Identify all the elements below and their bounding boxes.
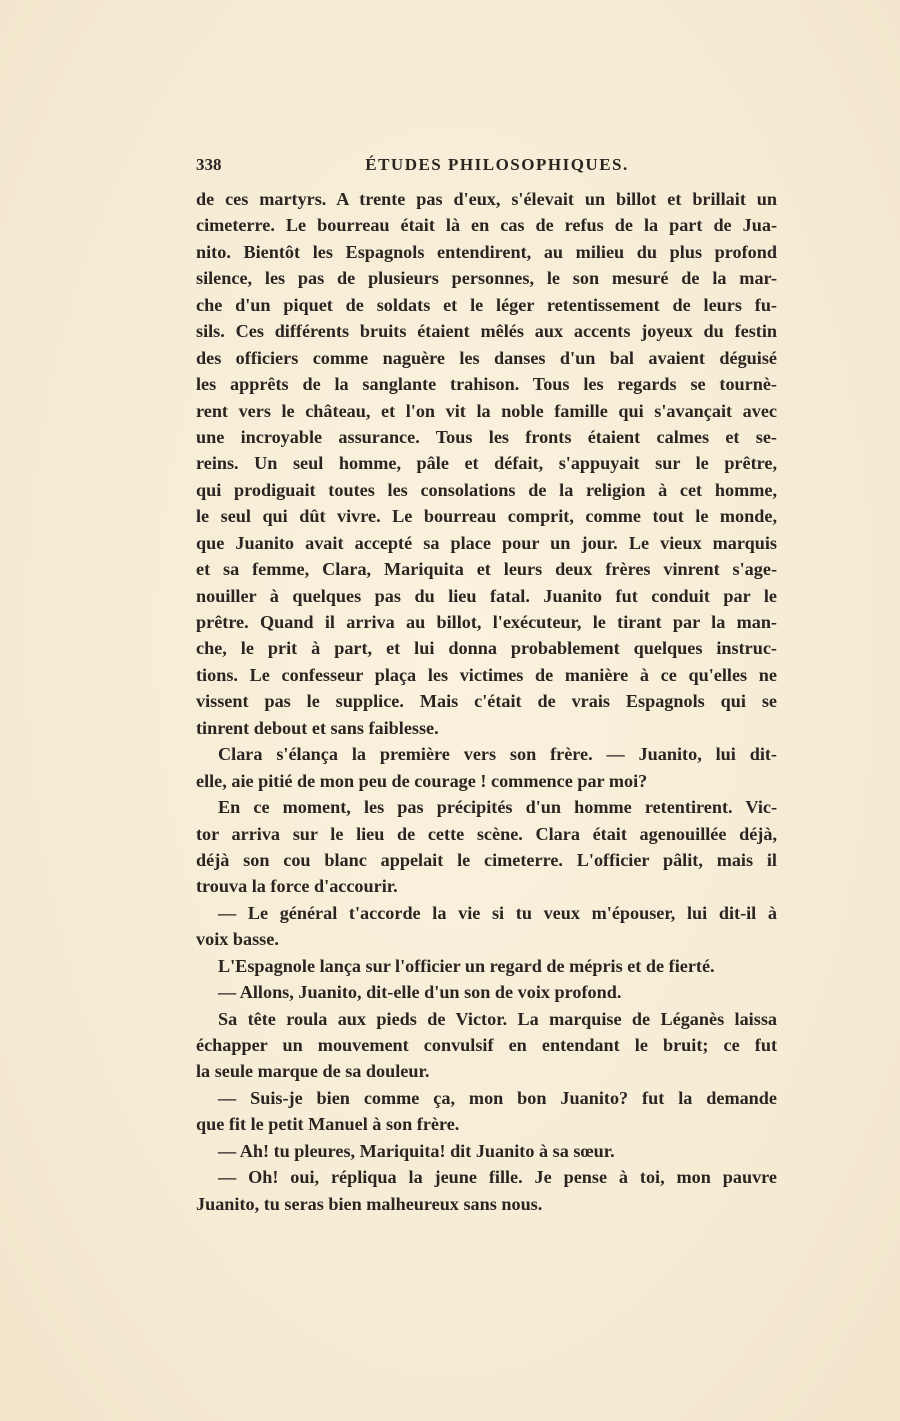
running-title: ÉTUDES PHILOSOPHIQUES.: [365, 155, 629, 174]
text-line: Juanito, tu seras bien malheureux sans nous.: [196, 1193, 543, 1214]
text-line: trouva la force d'accourir.: [196, 876, 398, 897]
text-line: tions. Le confesseur plaça les victimes de manière à ce qu'elles ne: [196, 664, 777, 685]
text-line: nouiller à quelques pas du lieu fatal. Juanito fut conduit par le: [196, 585, 777, 606]
text-line: que fit le petit Manuel à son frère.: [196, 1114, 460, 1135]
text-line: sils. Ces différents bruits étaient mêlés aux accents joyeux du festin: [196, 321, 777, 342]
text-line: silence, les pas de plusieurs personnes, le son mesuré de la mar-: [196, 268, 777, 289]
text-line: qui prodiguait toutes les consolations de la religion à cet homme,: [196, 479, 777, 500]
text-line: — Suis-je bien comme ça, mon bon Juanito? fut la demande: [218, 1087, 777, 1108]
text-line: tinrent debout et sans faiblesse.: [196, 717, 439, 738]
text-line: Sa tête roula aux pieds de Victor. La marquise de Léganès laissa: [218, 1008, 777, 1029]
text-line: — Le général t'accorde la vie si tu veux m'épouser, lui dit-il à: [218, 902, 777, 923]
body-text: [196, 186, 777, 1217]
text-line: tor arriva sur le lieu de cette scène. Clara était agenouillée déjà,: [196, 823, 777, 844]
text-line: de ces martyrs. A trente pas d'eux, s'élevait un billot et brillait un: [196, 189, 777, 209]
text-line: — Ah! tu pleures, Mariquita! dit Juanito à sa sœur.: [218, 1140, 615, 1161]
text-line: voix basse.: [196, 929, 279, 950]
text-line: L'Espagnole lança sur l'officier un regard de mépris et de fierté.: [218, 955, 715, 976]
text-line: che, le prit à part, et lui donna probablement quelques instruc-: [196, 638, 777, 659]
text-line: che d'un piquet de soldats et le léger retentissement de leurs fu-: [196, 294, 777, 315]
text-line: la seule marque de sa douleur.: [196, 1061, 430, 1082]
text-line: une incroyable assurance. Tous les fronts étaient calmes et se-: [196, 426, 777, 447]
text-line: elle, aie pitié de mon peu de courage ! commence par moi?: [196, 770, 648, 791]
text-line: cimeterre. Le bourreau était là en cas de refus de la part de Jua-: [196, 215, 777, 236]
text-line: nito. Bientôt les Espagnols entendirent, au milieu du plus profond: [196, 241, 777, 262]
text-line: que Juanito avait accepté sa place pour un jour. Le vieux marquis: [196, 532, 777, 553]
text-line: prêtre. Quand il arriva au billot, l'exécuteur, le tirant par la man-: [196, 612, 777, 632]
text-line: Clara s'élança la première vers son frère. — Juanito, lui dit-: [218, 744, 777, 765]
text-line: déjà son cou blanc appelait le cimeterre. L'officier pâlit, mais il: [196, 849, 777, 870]
page-header: [196, 155, 778, 179]
text-line: — Oh! oui, répliqua la jeune fille. Je pense à toi, mon pauvre: [218, 1167, 777, 1188]
text-line: les apprêts de la sanglante trahison. Tous les regards se tournè-: [196, 374, 777, 395]
text-line: et sa femme, Clara, Mariquita et leurs deux frères vinrent s'age-: [196, 559, 777, 580]
text-line: vissent pas le supplice. Mais c'était de vrais Espagnols qui se: [196, 691, 777, 712]
text-line: le seul qui dût vivre. Le bourreau comprit, comme tout le monde,: [196, 506, 777, 527]
page-number: 338: [196, 155, 222, 174]
text-line: rent vers le château, et l'on vit la noble famille qui s'avançait avec: [196, 400, 777, 421]
text-line: En ce moment, les pas précipités d'un homme retentirent. Vic-: [218, 797, 777, 818]
text-line: des officiers comme naguère les danses d'un bal avaient déguisé: [196, 347, 777, 368]
text-line: — Allons, Juanito, dit-elle d'un son de voix profond.: [218, 982, 622, 1003]
text-line: reins. Un seul homme, pâle et défait, s'appuyait sur le prêtre,: [196, 453, 777, 474]
text-line: échapper un mouvement convulsif en entendant le bruit; ce fut: [196, 1035, 777, 1055]
